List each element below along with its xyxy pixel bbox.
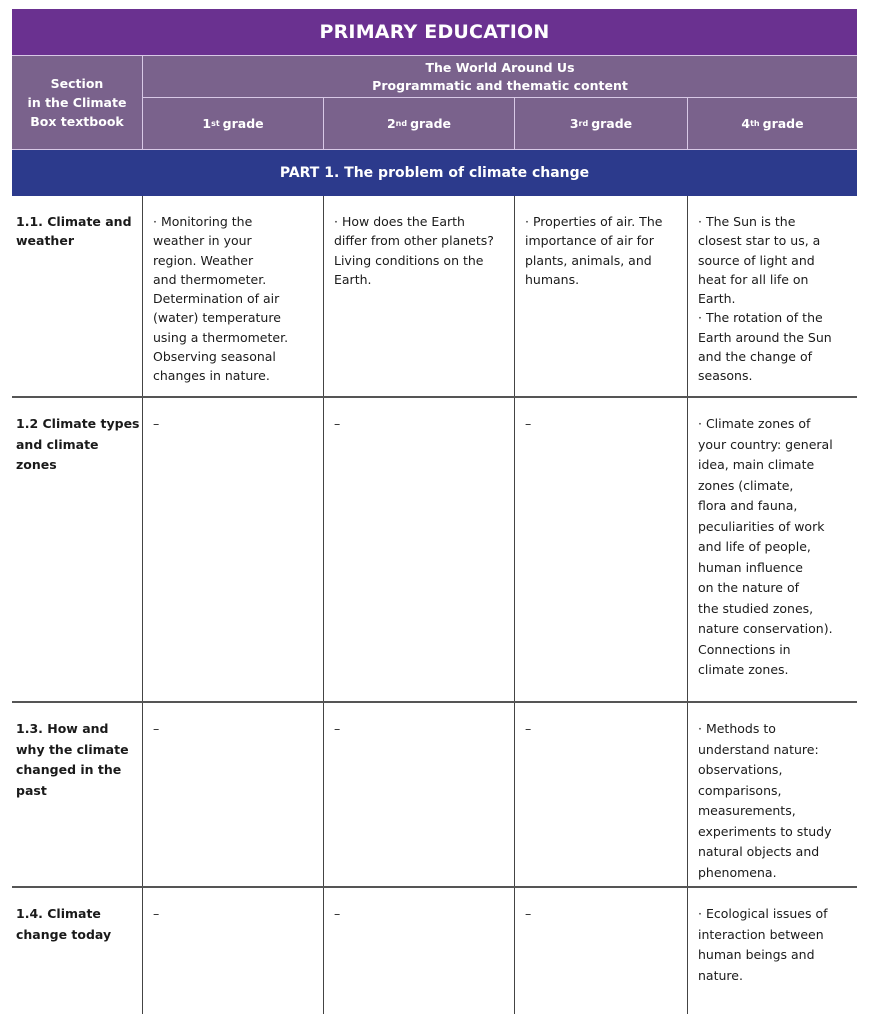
content-line: Determination of air [153, 291, 280, 307]
content-line: natural objects and [698, 844, 820, 859]
grade-number: 3 [569, 116, 579, 131]
content-line: – [153, 416, 160, 431]
table-row [12, 703, 857, 888]
content-line: measurements, [698, 803, 796, 818]
content-line: seasons. [698, 368, 753, 384]
section-title-line: 1.2 Climate types [16, 416, 140, 431]
grade-2-cell [323, 888, 514, 1014]
content-line: weather in your [153, 233, 252, 249]
content-line: observations, [698, 762, 783, 777]
section-title-line: and climate [16, 436, 99, 452]
content-line: peculiarities of work [698, 518, 825, 534]
content-line: comparisons, [698, 782, 782, 798]
grade-label: grade [410, 116, 452, 131]
content-line: – [153, 721, 160, 736]
grade-4-cell [687, 888, 857, 1014]
content-line: phenomena. [698, 864, 777, 880]
content-line: idea, main climate [698, 457, 815, 472]
grade-3-cell [514, 703, 687, 886]
grade-2-cell [323, 703, 514, 886]
content-line: closest star to us, a [698, 233, 821, 249]
content-line: using a thermometer. [153, 329, 289, 345]
content-line: – [334, 906, 341, 921]
grade-3-cell [514, 196, 687, 396]
content-line: Observing seasonal [153, 349, 276, 365]
table-title-text: PRIMARY EDUCATION [319, 21, 550, 43]
content-line: humans. [525, 271, 580, 287]
content-line: – [334, 416, 341, 431]
header-grade-3 [515, 98, 688, 149]
table-row [12, 196, 857, 398]
grade-4-cell [687, 196, 857, 396]
curriculum-table [12, 9, 857, 1014]
content-line: climate zones. [698, 662, 789, 677]
section-title-line: change today [16, 926, 112, 942]
table-body [12, 196, 857, 1014]
content-line: region. Weather [153, 252, 254, 268]
content-line: plants, animals, and [525, 252, 652, 268]
content-line: Living conditions on the [334, 252, 484, 268]
content-line: and thermometer. [153, 271, 267, 287]
content-line: and the change of [698, 349, 813, 365]
content-line: importance of air for [525, 233, 654, 249]
content-line: human beings and [698, 947, 815, 962]
section-title-line: 1.4. Climate [16, 906, 101, 921]
section-title-line: past [16, 782, 47, 798]
grade-number: 2 [386, 116, 396, 131]
header-section-line: Section [50, 76, 104, 91]
header-subject [143, 56, 857, 98]
content-line: the studied zones, [698, 600, 814, 616]
content-line: · Monitoring the [153, 214, 253, 229]
grade-2-cell [323, 398, 514, 701]
content-line: on the nature of [698, 580, 800, 595]
table-row [12, 888, 857, 1014]
grade-1-cell [142, 196, 323, 396]
header-grade-4 [688, 98, 857, 149]
content-line: experiments to study [698, 823, 832, 839]
grade-2-cell [323, 196, 514, 396]
grade-1-cell [142, 703, 323, 886]
content-line: · Ecological issues of [698, 906, 828, 921]
section-cell [12, 398, 142, 701]
grade-label: grade [222, 116, 264, 131]
grade-1-cell [142, 398, 323, 701]
grade-label: grade [762, 116, 804, 131]
section-title-line: changed in the [16, 762, 122, 777]
content-line: · Properties of air. The [525, 214, 663, 229]
content-line: – [334, 721, 341, 736]
content-line: · Climate zones of [698, 416, 811, 431]
header-section-line: in the Climate [27, 95, 127, 110]
section-cell [12, 703, 142, 886]
section-cell [12, 888, 142, 1014]
content-line: Earth. [698, 291, 736, 307]
content-line: flora and fauna, [698, 498, 798, 513]
section-title-line: 1.1. Climate and [16, 214, 132, 229]
grade-label: grade [591, 116, 633, 131]
table-header [12, 55, 857, 149]
part-heading [12, 149, 857, 196]
content-line: Earth. [334, 271, 372, 287]
section-title-line: zones [16, 457, 57, 472]
grade-4-cell [687, 703, 857, 886]
content-line: heat for all life on [698, 271, 809, 287]
content-line: – [525, 906, 532, 921]
content-line: · How does the Earth [334, 214, 465, 229]
grade-3-cell [514, 398, 687, 701]
content-line: zones (climate, [698, 477, 794, 493]
grade-number: 1 [202, 116, 212, 131]
header-section-line: Box textbook [30, 114, 124, 129]
section-title-line: weather [16, 233, 74, 249]
content-line: human influence [698, 559, 803, 575]
part-heading-text: PART 1. The problem of climate change [279, 165, 590, 181]
content-line: · Methods to [698, 721, 776, 736]
content-line: – [525, 721, 532, 736]
content-line: nature. [698, 967, 743, 983]
content-line: · The Sun is the [698, 214, 796, 229]
grade-suffix: st [211, 119, 220, 128]
content-line: (water) temperature [153, 310, 281, 326]
content-line: differ from other planets? [334, 233, 494, 249]
grade-suffix: nd [395, 119, 408, 128]
table-row [12, 398, 857, 703]
header-subject-title: The World Around Us [425, 59, 575, 75]
content-line: your country: general [698, 436, 833, 452]
table-title [12, 9, 857, 55]
content-line: understand nature: [698, 741, 819, 757]
section-cell [12, 196, 142, 396]
section-title-line: why the climate [16, 741, 129, 757]
grade-4-cell [687, 398, 857, 701]
content-line: Earth around the Sun [698, 329, 832, 345]
header-subject-subtitle: Programmatic and thematic content [372, 77, 628, 93]
content-line: interaction between [698, 926, 824, 942]
grade-suffix: th [750, 119, 760, 128]
content-line: – [153, 906, 160, 921]
section-title-line: 1.3. How and [16, 721, 109, 736]
content-line: Connections in [698, 641, 791, 657]
grade-3-cell [514, 888, 687, 1014]
content-line: and life of people, [698, 539, 811, 554]
header-section-column [12, 56, 143, 149]
header-grade-2 [324, 98, 515, 149]
content-line: – [525, 416, 532, 431]
content-line: nature conservation). [698, 621, 833, 636]
grade-number: 4 [741, 116, 751, 131]
header-grade-1 [143, 98, 324, 149]
content-line: source of light and [698, 252, 815, 268]
grade-suffix: rd [578, 119, 589, 128]
grade-1-cell [142, 888, 323, 1014]
content-line: · The rotation of the [698, 310, 823, 326]
content-line: changes in nature. [153, 368, 270, 384]
